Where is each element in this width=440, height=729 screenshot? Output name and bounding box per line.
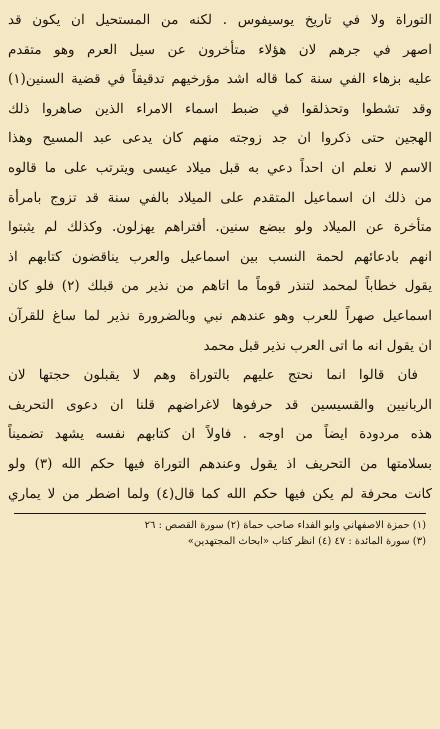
text-line: اصهر في جرهم لان هؤلاء متأخرون عن سيل العرم وهو متقدم	[8, 41, 432, 58]
text-line: كانت محرفة لم يكن فيها حكم الله كما قال(٤) ولما اضطر من لا يماري	[8, 485, 432, 502]
text-line: اسماعيل صهراً للعرب وهو عندهم نبي وبالضرورة نذير لما ساغ للقرآن	[8, 307, 432, 324]
text-line: الهجين حتى ذكروا ان جد زوجته منهم كان يدعى عبد المسيح وهذا	[8, 130, 432, 147]
text-line: هذه مردودة ايضاً من اوجه . فاولاً ان كتابهم نفسه يشهد تضميناً	[8, 426, 432, 443]
text-line: الربانيين والقسيسين قد حرفوها لاغراضهم قلنا ان دعوى التحريف	[8, 396, 432, 413]
footnote-line: (١) حمزة الاصفهاني وابو الفداء صاحب حماة (٢) سورة القصص : ٢٦	[144, 520, 426, 532]
text-line: يقول خطاباً لمحمد لتنذر قوماً ما اتاهم من نذير من قبلك (٢) فلو كان	[8, 278, 432, 295]
text-line: وقد تشطوا وتحذلقوا في ضبط اسماء الامراء الذين صاهروا ذلك	[8, 100, 432, 117]
text-line: متأخرة عن الميلاد ولو ببضع سنين. أفتراهم يهزلون. وكذلك لم يثبتوا	[8, 219, 432, 236]
text-line: الاسم لا نعلم ان احداً دعي به قبل ميلاد عيسى ويترتب على ما قالوه	[8, 159, 432, 176]
text-line: عليه بزهاء الفي سنة كما قاله اشد مؤرخيهم تدقيقاً في قضية السنين(١)	[8, 71, 432, 88]
text-line: من ذلك ان اسماعيل المتقدم على الميلاد بالفي سنة قد تزوج بامرأة	[8, 189, 432, 206]
text-line: فان قالوا انما نحتج عليهم بالتوراة وهم لا يقبلون حجتها لان	[8, 367, 418, 384]
footnote-line: (٣) سورة المائدة : ٤٧ (٤) انظر كتاب «ابحاث المجتهدين»	[187, 536, 426, 548]
text-line: التوراة ولا في تاريخ يوسيفوس . لكنه من المستحيل ان يكون قد	[8, 12, 432, 28]
footnotes	[8, 518, 432, 550]
text-line: ان يقول انه ما اتى العرب نذير قبل محمد	[203, 337, 432, 354]
body-text	[8, 6, 432, 509]
text-line: بسلامتها من التحريف اذ يقول وعندهم التوراة فيها حكم الله (٣) ولو	[8, 455, 432, 472]
footnote-divider	[14, 513, 426, 514]
text-line: انهم بادعائهم لحمة النسب بين اسماعيل والعرب يناقضون كتابهم اذ	[8, 248, 432, 265]
